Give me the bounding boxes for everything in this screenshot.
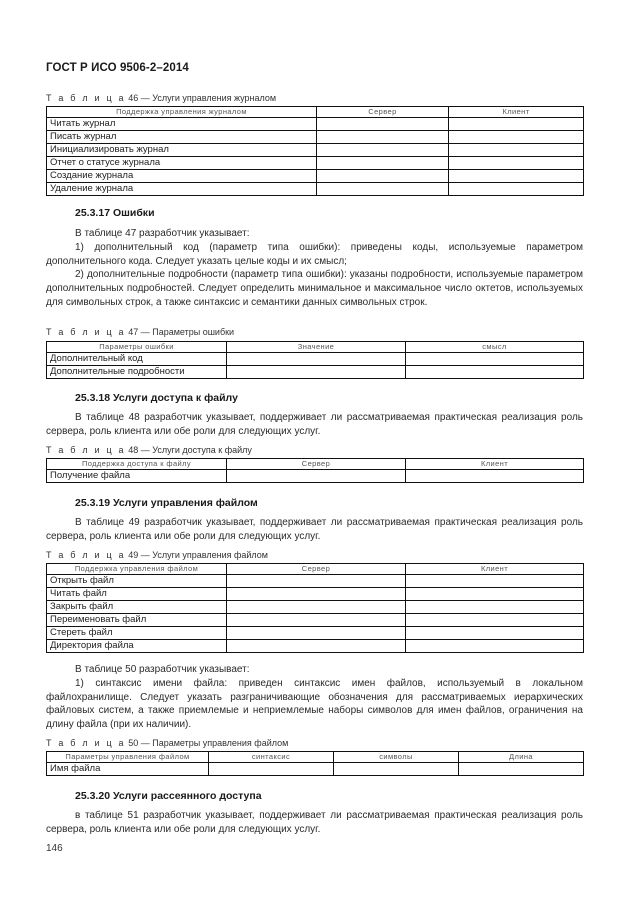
- column-header: Параметры управления файлом: [47, 752, 209, 763]
- table-cell: [227, 601, 406, 614]
- caption-text: 47 — Параметры ошибки: [128, 327, 235, 337]
- table-cell: [227, 627, 406, 640]
- table-row: [47, 157, 584, 170]
- section-25-3-20-body: [46, 809, 583, 837]
- table-47: [46, 341, 584, 379]
- column-header: Длина: [459, 752, 584, 763]
- table-50-caption: [46, 738, 288, 748]
- standard-id-header: ГОСТ Р ИСО 9506-2–2014: [46, 62, 189, 74]
- section-25-3-19-body: [46, 516, 583, 544]
- table-cell: [459, 763, 584, 776]
- table-cell: [209, 763, 334, 776]
- table-46-caption: [46, 93, 276, 103]
- table-cell: Директория файла: [47, 640, 227, 653]
- caption-text: 48 — Услуги доступа к файлу: [128, 445, 252, 455]
- table-row: [47, 131, 584, 144]
- table-cell: Читать файл: [47, 588, 227, 601]
- table-cell: Дополнительный код: [47, 353, 227, 366]
- paragraph: В таблице 50 разработчик указывает:: [75, 664, 250, 675]
- table-cell: [227, 588, 406, 601]
- column-header: смысл: [406, 342, 584, 353]
- table-cell: Создание журнала: [47, 170, 317, 183]
- table-row: [47, 640, 584, 653]
- table-cell: Стереть файл: [47, 627, 227, 640]
- paragraph: В таблице 48 разработчик указывает, поддерживает ли рассматриваемая практическая реализация роль сервера, роль клиента или обе роли для следующих услуг.: [46, 412, 583, 437]
- table-47-caption: [46, 327, 234, 337]
- table-48-caption: [46, 445, 252, 455]
- table-cell: [227, 470, 406, 483]
- table-cell: [317, 170, 449, 183]
- column-header: синтаксис: [209, 752, 334, 763]
- table-cell: [406, 353, 584, 366]
- page-number: 146: [46, 843, 63, 854]
- table-50: [46, 751, 584, 776]
- caption-prefix: Т а б л и ц а: [46, 550, 126, 560]
- table-row: [47, 601, 584, 614]
- table-cell: [449, 118, 584, 131]
- table-cell: [449, 183, 584, 196]
- table-cell: Отчет о статусе журнала: [47, 157, 317, 170]
- table-cell: [334, 763, 459, 776]
- paragraph: В таблице 49 разработчик указывает, поддерживает ли рассматриваемая практическая реализация роль сервера, роль клиента или обе роли для следующих услуг.: [46, 517, 583, 542]
- table-cell: [449, 157, 584, 170]
- section-heading-25-3-20: 25.3.20 Услуги рассеянного доступа: [75, 790, 262, 802]
- table-49-caption: [46, 550, 268, 560]
- table-cell: [449, 131, 584, 144]
- table-cell: [227, 640, 406, 653]
- table-row: [47, 183, 584, 196]
- table-cell: [406, 575, 584, 588]
- column-header: Клиент: [406, 564, 584, 575]
- table-cell: [449, 144, 584, 157]
- column-header: Значение: [227, 342, 406, 353]
- table-cell: [317, 131, 449, 144]
- section-heading-25-3-17: 25.3.17 Ошибки: [75, 207, 155, 219]
- table-cell: Инициализировать журнал: [47, 144, 317, 157]
- table-row: [47, 614, 584, 627]
- column-header: Клиент: [406, 459, 584, 470]
- caption-prefix: Т а б л и ц а: [46, 445, 126, 455]
- table-49: [46, 563, 584, 653]
- table-48: [46, 458, 584, 483]
- table-row: [47, 353, 584, 366]
- table-row: [47, 575, 584, 588]
- table-cell: [406, 366, 584, 379]
- section-25-3-17-body: [46, 227, 583, 310]
- paragraph: В таблице 47 разработчик указывает:: [75, 228, 250, 239]
- table-cell: Дополнительные подробности: [47, 366, 227, 379]
- caption-prefix: Т а б л и ц а: [46, 327, 126, 337]
- table-header-row: [47, 342, 584, 353]
- column-header: Сервер: [227, 564, 406, 575]
- caption-text: 50 — Параметры управления файлом: [128, 738, 289, 748]
- table-header-row: [47, 459, 584, 470]
- table-cell: Открыть файл: [47, 575, 227, 588]
- table-header-row: [47, 107, 584, 118]
- column-header: Сервер: [227, 459, 406, 470]
- table-cell: Удаление журнала: [47, 183, 317, 196]
- caption-prefix: Т а б л и ц а: [46, 738, 126, 748]
- table-cell: [449, 170, 584, 183]
- caption-text: 49 — Услуги управления файлом: [128, 550, 268, 560]
- table-row: [47, 470, 584, 483]
- table-row: [47, 170, 584, 183]
- column-header: Поддержка управления журналом: [47, 107, 317, 118]
- column-header: Поддержка управления файлом: [47, 564, 227, 575]
- paragraph: в таблице 51 разработчик указывает, поддерживает ли рассматриваемая практическая реализация роль сервера, роль клиента или обе роли для следующих услуг.: [46, 810, 583, 835]
- caption-prefix: Т а б л и ц а: [46, 93, 126, 103]
- table-cell: [227, 614, 406, 627]
- column-header: Клиент: [449, 107, 584, 118]
- table-row: [47, 118, 584, 131]
- table-cell: [406, 601, 584, 614]
- table-cell: [227, 366, 406, 379]
- table-header-row: [47, 752, 584, 763]
- paragraph: 2) дополнительные подробности (параметр типа ошибки): указаны подробности, используемые параметром дополнительных подробностей. Следует определить минимальное и максимальное число октетов, используемых для символьных строк, а также синтаксис и семантики данных символьных строк.: [46, 269, 583, 308]
- column-header: Сервер: [317, 107, 449, 118]
- table-cell: [317, 157, 449, 170]
- table-cell: [317, 183, 449, 196]
- caption-text: 46 — Услуги управления журналом: [128, 93, 277, 103]
- table-cell: [317, 144, 449, 157]
- table-cell: Переименовать файл: [47, 614, 227, 627]
- table-cell: [406, 470, 584, 483]
- table-cell: [227, 575, 406, 588]
- table-row: [47, 366, 584, 379]
- section-heading-25-3-18: 25.3.18 Услуги доступа к файлу: [75, 392, 238, 404]
- table-cell: [406, 614, 584, 627]
- table-cell: Читать журнал: [47, 118, 317, 131]
- table-cell: [406, 627, 584, 640]
- table-50-intro: [46, 663, 583, 732]
- section-25-3-18-body: [46, 411, 583, 439]
- table-cell: [406, 640, 584, 653]
- table-row: [47, 144, 584, 157]
- paragraph: 1) дополнительный код (параметр типа ошибки): приведены коды, используемые параметром дополнительного кода. Следует указать целые коды и их смысл;: [46, 241, 583, 267]
- table-cell: Закрыть файл: [47, 601, 227, 614]
- column-header: Поддержка доступа к файлу: [47, 459, 227, 470]
- table-46: [46, 106, 584, 196]
- table-cell: [227, 353, 406, 366]
- table-cell: [317, 118, 449, 131]
- table-row: [47, 763, 584, 776]
- column-header: символы: [334, 752, 459, 763]
- table-row: [47, 627, 584, 640]
- table-row: [47, 588, 584, 601]
- table-header-row: [47, 564, 584, 575]
- paragraph: 1) синтаксис имени файла: приведен синтаксис имен файлов, используемый в локальном файлохранилище. Следует указать разграничивающие обозначения для рассматриваемых иерархических файловых систем, а также приемлемые и неприемлемые наборы символов для имен файлов, ограничения на длину файла (при их наличии).: [46, 677, 583, 731]
- column-header: Параметры ошибки: [47, 342, 227, 353]
- table-cell: Имя файла: [47, 763, 209, 776]
- table-cell: Писать журнал: [47, 131, 317, 144]
- section-heading-25-3-19: 25.3.19 Услуги управления файлом: [75, 497, 258, 509]
- table-cell: Получение файла: [47, 470, 227, 483]
- table-cell: [406, 588, 584, 601]
